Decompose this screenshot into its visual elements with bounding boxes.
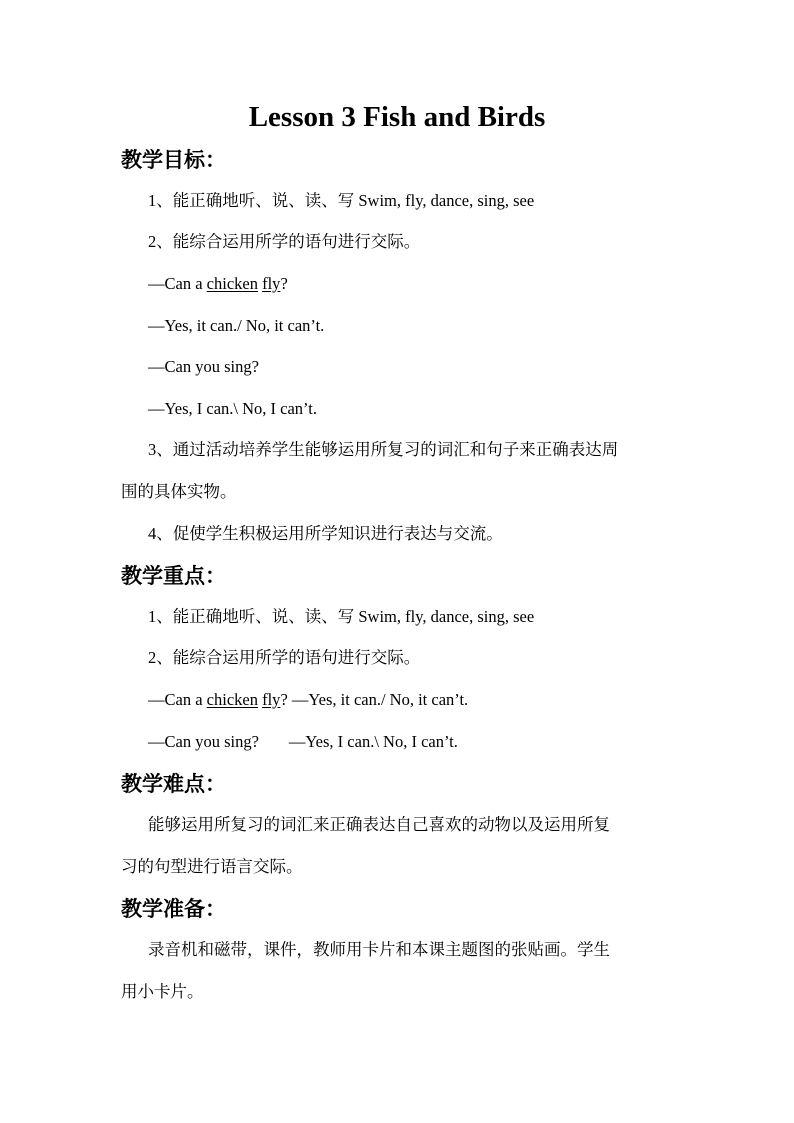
preparation-heading: 教学准备： — [121, 897, 226, 921]
lesson-title: Lesson 3 Fish and Birds — [248, 101, 546, 133]
difficulties-line-2: 习的句型进行语言交际。 — [121, 857, 303, 876]
objectives-item-3-line-2: 围的具体实物。 — [121, 482, 237, 501]
preparation-line-1: 录音机和磁带，课件，教师用卡片和本课主题图的张贴画。学生 — [148, 940, 610, 959]
difficulties-heading: 教学难点： — [121, 772, 226, 796]
objectives-item-2: 2、能综合运用所学的语句进行交际。 — [148, 232, 421, 251]
objectives-item-3-line-1: 3、通过活动培养学生能够运用所复习的词汇和句子来正确表达周 — [148, 440, 619, 459]
dialogue-text: ? — [280, 274, 288, 293]
key-points-item-2: 2、能综合运用所学的语句进行交际。 — [148, 648, 421, 667]
key-points-dialogue-2 — [148, 728, 458, 756]
underlined-word-chicken: chicken — [206, 274, 258, 293]
key-points-heading: 教学重点： — [121, 564, 226, 588]
dialogue-text: —Can a — [148, 690, 207, 709]
key-points-dialogue-1 — [148, 686, 468, 714]
objectives-dialogue-3: —Can you sing? — [148, 357, 259, 376]
dialogue-text: ? —Yes, it can./ No, it can’t. — [280, 690, 469, 709]
underlined-word-fly: fly — [262, 274, 281, 293]
dialogue-answer: —Yes, I can.\ No, I can’t. — [288, 732, 458, 751]
key-points-item-1: 1、能正确地听、说、读、写 Swim, fly, dance, sing, see — [148, 607, 535, 626]
dialogue-text: —Can a — [148, 274, 207, 293]
objectives-dialogue-4: —Yes, I can.\ No, I can’t. — [148, 399, 317, 418]
preparation-line-2: 用小卡片。 — [121, 982, 204, 1001]
objectives-dialogue-2: —Yes, it can./ No, it can’t. — [148, 316, 325, 335]
objectives-item-1: 1、能正确地听、说、读、写 Swim, fly, dance, sing, see — [148, 191, 535, 210]
objectives-heading: 教学目标： — [121, 148, 226, 172]
objectives-item-4: 4、促使学生积极运用所学知识进行表达与交流。 — [148, 524, 503, 543]
underlined-word-chicken: chicken — [206, 690, 258, 709]
dialogue-question: —Can you sing? — [148, 732, 259, 751]
objectives-dialogue-1 — [148, 270, 288, 298]
difficulties-line-1: 能够运用所复习的词汇来正确表达自己喜欢的动物以及运用所复 — [148, 815, 610, 834]
underlined-word-fly: fly — [262, 690, 281, 709]
